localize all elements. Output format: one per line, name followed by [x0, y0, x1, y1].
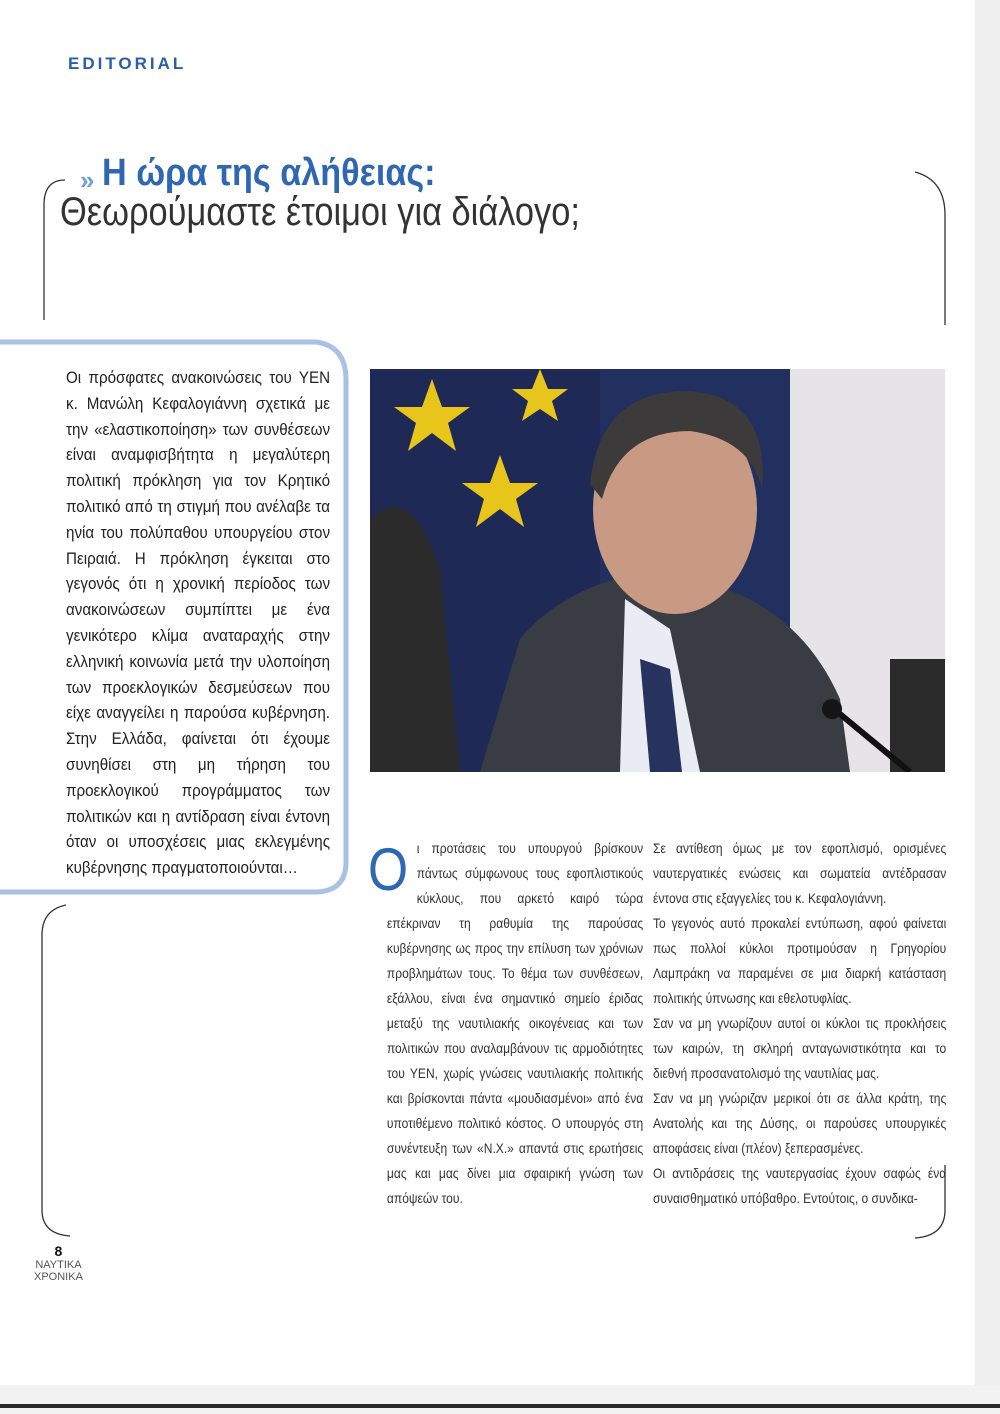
body-paragraph: Σαν να μη γνωρίζουν αυτοί οι κύκλοι τις προκλήσεις των καιρών, τη σκληρή ανταγωνιστικότητα και το διεθνή προσανατολισμό της ναυτιλίας μας.	[653, 1015, 947, 1081]
magazine-name-line2: ΧΡΟΝΙΚΑ	[34, 1271, 83, 1283]
body-paragraph: Οι αντιδράσεις της ναυτεργασίας έχουν σαφώς ένα συναισθηματικό υπόβαθρο. Εντούτοις, ο συνδικα-	[653, 1165, 947, 1206]
dropcap: O	[368, 836, 409, 903]
body-paragraph: Το γεγονός αυτό προκαλεί εντύπωση, αφού φαίνεται πως πολλοί κύκλοι προτιμούσαν η Γρηγορίου Λαμπράκη να παραμένει σε μια διαρκή κατάσταση πολιτικής ύπνωσης και εθελοτυφλίας.	[653, 915, 947, 1006]
magazine-name-line1: ΝΑΥΤΙΚΑ	[35, 1259, 82, 1271]
body-column-1	[368, 836, 643, 1211]
section-label: EDITORIAL	[68, 54, 187, 73]
headline-title: Η ώρα της αλήθειας:	[102, 152, 437, 194]
intro-text: Οι πρόσφατες ανακοινώσεις του ΥΕΝ κ. Μανώλη Κεφαλογιάννη σχετικά με την «ελαστικοποίηση» των συνθέσεων είναι αναμφισβήτητα η μεγαλύτερη πολιτική πρόκληση για τον Κρητικό πολιτικό από τη στιγμή που ανέλαβε τα ηνία του πολύπαθου υπουργείου στον Πειραιά. Η πρόκληση έγκειται στο γεγονός ότι η χρονική περίοδος των ανακοινώσεων συμπίπτει με ένα γενικότερο κλίμα αναταραχής στην ελληνική κοινωνία μετά την υλοποίηση των προεκλογικών δεσμεύσεων που είχε αναγγείλει η παρούσα κυβέρνηση. Στην Ελλάδα, φαίνεται ότι έχουμε συνηθίσει στη μη τήρηση του προεκλογικού προγράμματος των πολιτικών και η αντίδραση είναι έντονη όταν οι υποσχέσεις μιας εκλεγμένης κυβέρνησης πραγματοποιούνται…	[66, 369, 331, 878]
folio	[34, 1245, 83, 1283]
body-paragraph: Σαν να μη γνώριζαν μερικοί ότι σε άλλα κράτη, της Ανατολής και της Δύσης, οι παρούσες υπουργικές αποφάσεις είναι (πλέον) ξεπερασμένες.	[653, 1090, 947, 1156]
photo-illustration	[370, 369, 945, 772]
double-arrow-icon: »	[80, 165, 95, 196]
body-paragraph: Σε αντίθεση όμως με τον εφοπλισμό, ορισμένες ναυτεργατικές ενώσεις και σωματεία αντέδρασαν έντονα στις εξαγγελίες του κ. Κεφαλογιάννη.	[653, 840, 947, 906]
page-number: 8	[54, 1243, 63, 1259]
headline-subtitle: Θεωρούμαστε έτοιμοι για διάλογο;	[60, 190, 580, 234]
minister-photo	[370, 369, 945, 772]
body-column-1-text: ι προτάσεις του υπουργού βρίσκουν πάντως σύμφωνους τους εφοπλιστικούς κύκλους, που αρκετό καιρό τώρα επέκριναν τη ραθυμία της παρούσας κυβέρνησης ως προς την επίλυση των χρόνιων προβλημάτων τους. Το θέμα των συνθέσεων, εξάλλου, είναι ένα σημαντικό σημείο έριδας μεταξύ της ναυτιλιακής οικογένειας και των πολιτικών που αναλαμβάνουν τις αρμοδιότητες του ΥΕΝ, χωρίς γνώσεις ναυτιλιακής πολιτικής και βρίσκονται πάντα «μουδιασμένοι» από ένα υποτιθέμενο πολιτικό κόστος. Ο υπουργός στη συνέντευξη των «Ν.Χ.» απαντά στις ερωτήσεις μας και μας δίνει μια σφαιρική γνώση των απόψεών του.	[386, 840, 644, 1206]
body-column-2	[653, 836, 946, 1211]
